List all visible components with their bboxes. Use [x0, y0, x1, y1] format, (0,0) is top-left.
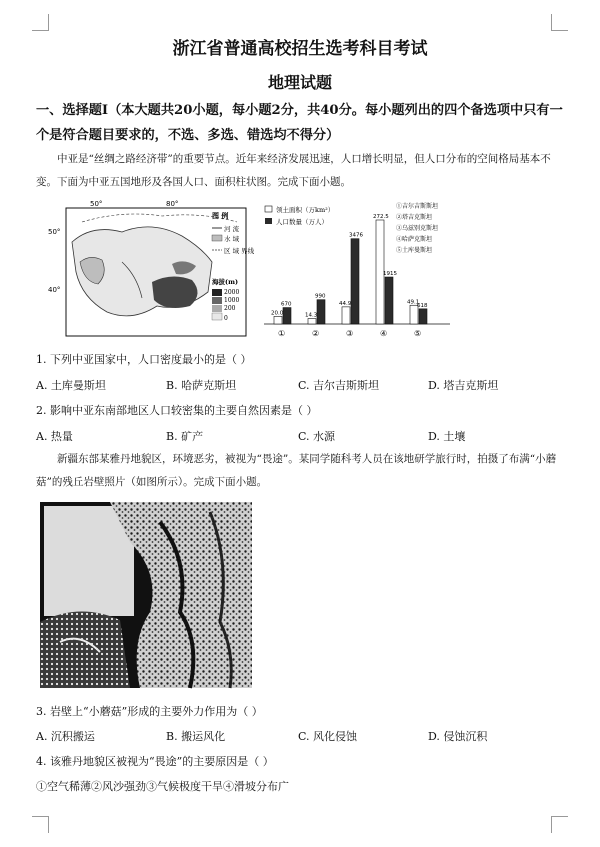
q3-option-a[interactable]: A. 沉积搬运	[36, 730, 95, 743]
mountain-area	[152, 276, 198, 308]
category-label-5: ⑤	[414, 329, 422, 338]
legend-water: 水 域	[224, 235, 240, 243]
category-label-2: ②	[312, 329, 320, 338]
q2-option-c[interactable]: C. 水源	[298, 430, 336, 443]
lon-label-80: 80°	[166, 200, 179, 208]
elev-value-0: 0	[224, 315, 228, 322]
q1-option-b[interactable]: B. 哈萨克斯坦	[166, 379, 237, 392]
elev-swatch-1	[212, 289, 222, 296]
q2-option-b[interactable]: B. 矿产	[166, 430, 204, 443]
country-legend-3: ③乌兹别克斯坦	[396, 225, 439, 232]
category-label-3: ③	[346, 329, 354, 338]
elev-swatch-2	[212, 297, 222, 304]
population-value-label-4: 1915	[383, 271, 397, 278]
q4-stem: 4. 该雅丹地貌区被视为“畏途”的主要原因是（ ）	[36, 755, 274, 768]
elev-swatch-4	[212, 313, 222, 320]
q2-option-a[interactable]: A. 热量	[36, 430, 73, 443]
exam-title: 浙江省普通高校招生选考科目考试	[172, 39, 428, 59]
map-legend-title: 图 例	[212, 211, 229, 220]
q1-option-c[interactable]: C. 吉尔吉斯斯坦	[298, 379, 380, 392]
central-asia-figure	[48, 200, 452, 342]
lat-label-50: 50°	[48, 228, 61, 236]
q2-option-d[interactable]: D. 土壤	[428, 430, 466, 443]
population-bar-1	[283, 308, 291, 324]
crop-mark-bottom-right	[551, 816, 568, 833]
population-value-label-3: 3476	[349, 232, 363, 239]
population-value-label-5: 618	[417, 302, 428, 309]
elev-swatch-3	[212, 305, 222, 312]
q3-option-b[interactable]: B. 搬运风化	[166, 730, 226, 743]
series-legend-area: 领土面积（万km²）	[276, 206, 335, 214]
population-bar-2	[317, 300, 325, 324]
country-legend-4: ④哈萨克斯坦	[396, 236, 433, 243]
area-value-label-3: 44.9	[339, 300, 352, 307]
area-bar-2	[308, 319, 316, 324]
population-value-label-1: 670	[281, 301, 292, 308]
population-legend-swatch	[265, 218, 272, 224]
country-legend-1: ①吉尔吉斯斯坦	[396, 203, 439, 210]
country-legend-5: ⑤土库曼斯坦	[396, 247, 433, 254]
intro-paragraph-1: 中亚是“丝绸之路经济带”的重要节点。近年来经济发展迅速，人口增长明显，但人口分布的空间格局基本不变。下面为中亚五国地形及各国人口、面积柱状图。完成下面小题。	[36, 153, 551, 188]
q1-stem: 1. 下列中亚国家中，人口密度最小的是（ ）	[36, 353, 252, 366]
q1-option-d[interactable]: D. 塔吉克斯坦	[428, 379, 499, 392]
section-heading: 一、选择题Ⅰ（本大题共20小题，每小题2分，共40分。每小题列出的四个备选项中只有一个是符合题目要求的，不选、多选、错选均不得分）	[36, 103, 563, 143]
q3-option-c[interactable]: C. 风化侵蚀	[298, 730, 358, 743]
legend-boundary: 区 域 界线	[224, 247, 255, 255]
population-bar-3	[351, 239, 359, 324]
elevation-title: 海拔(m)	[212, 278, 239, 286]
yardang-rock-photo	[40, 502, 252, 688]
population-bar-5	[419, 309, 427, 324]
lat-label-40: 40°	[48, 286, 61, 294]
intro-paragraph-2: 新疆东部某雅丹地貌区，环境恶劣，被视为“畏途”。某同学随科考人员在该地研学旅行时，拍摄了布满“小蘑菇”的残丘岩壁照片（如图所示）。完成下面小题。	[36, 453, 557, 488]
water-legend-swatch	[212, 235, 222, 241]
population-area-bar-chart	[264, 202, 450, 338]
country-legend-2: ②塔吉克斯坦	[396, 214, 433, 221]
lon-label-50: 50°	[90, 200, 103, 208]
q4-choices-line: ①空气稀薄②风沙强劲③气候极度干旱④滑坡分布广	[36, 780, 289, 793]
q3-option-d[interactable]: D. 侵蚀沉积	[428, 730, 488, 743]
crop-mark-bottom-left	[32, 816, 49, 833]
area-value-label-5: 49.1	[407, 299, 420, 306]
q1-option-a[interactable]: A. 土库曼斯坦	[36, 379, 106, 392]
area-bar-3	[342, 307, 350, 324]
series-legend-population: 人口数量（万人）	[276, 218, 328, 226]
area-value-label-2: 14.3	[305, 312, 318, 319]
population-bar-4	[385, 277, 393, 324]
elev-value-1000: 1000	[224, 297, 240, 304]
category-label-4: ④	[380, 329, 388, 338]
area-value-label-1: 20.0	[271, 310, 284, 317]
elev-value-2000: 2000	[224, 289, 240, 296]
area-legend-swatch	[265, 206, 272, 212]
elev-value-200: 200	[224, 305, 236, 312]
crop-mark-top-left	[32, 14, 49, 31]
q2-stem: 2. 影响中亚东南部地区人口较密集的主要自然因素是（ ）	[36, 404, 318, 417]
legend-river: 河 流	[224, 225, 240, 233]
q3-stem: 3. 岩壁上“小蘑菇”形成的主要外力作用为（ ）	[36, 705, 263, 718]
category-label-1: ①	[278, 329, 286, 338]
area-bar-1	[274, 316, 282, 324]
crop-mark-top-right	[551, 14, 568, 31]
subject-title: 地理试题	[267, 73, 332, 92]
population-value-label-2: 990	[315, 293, 326, 300]
area-value-label-4: 272.5	[373, 214, 389, 220]
